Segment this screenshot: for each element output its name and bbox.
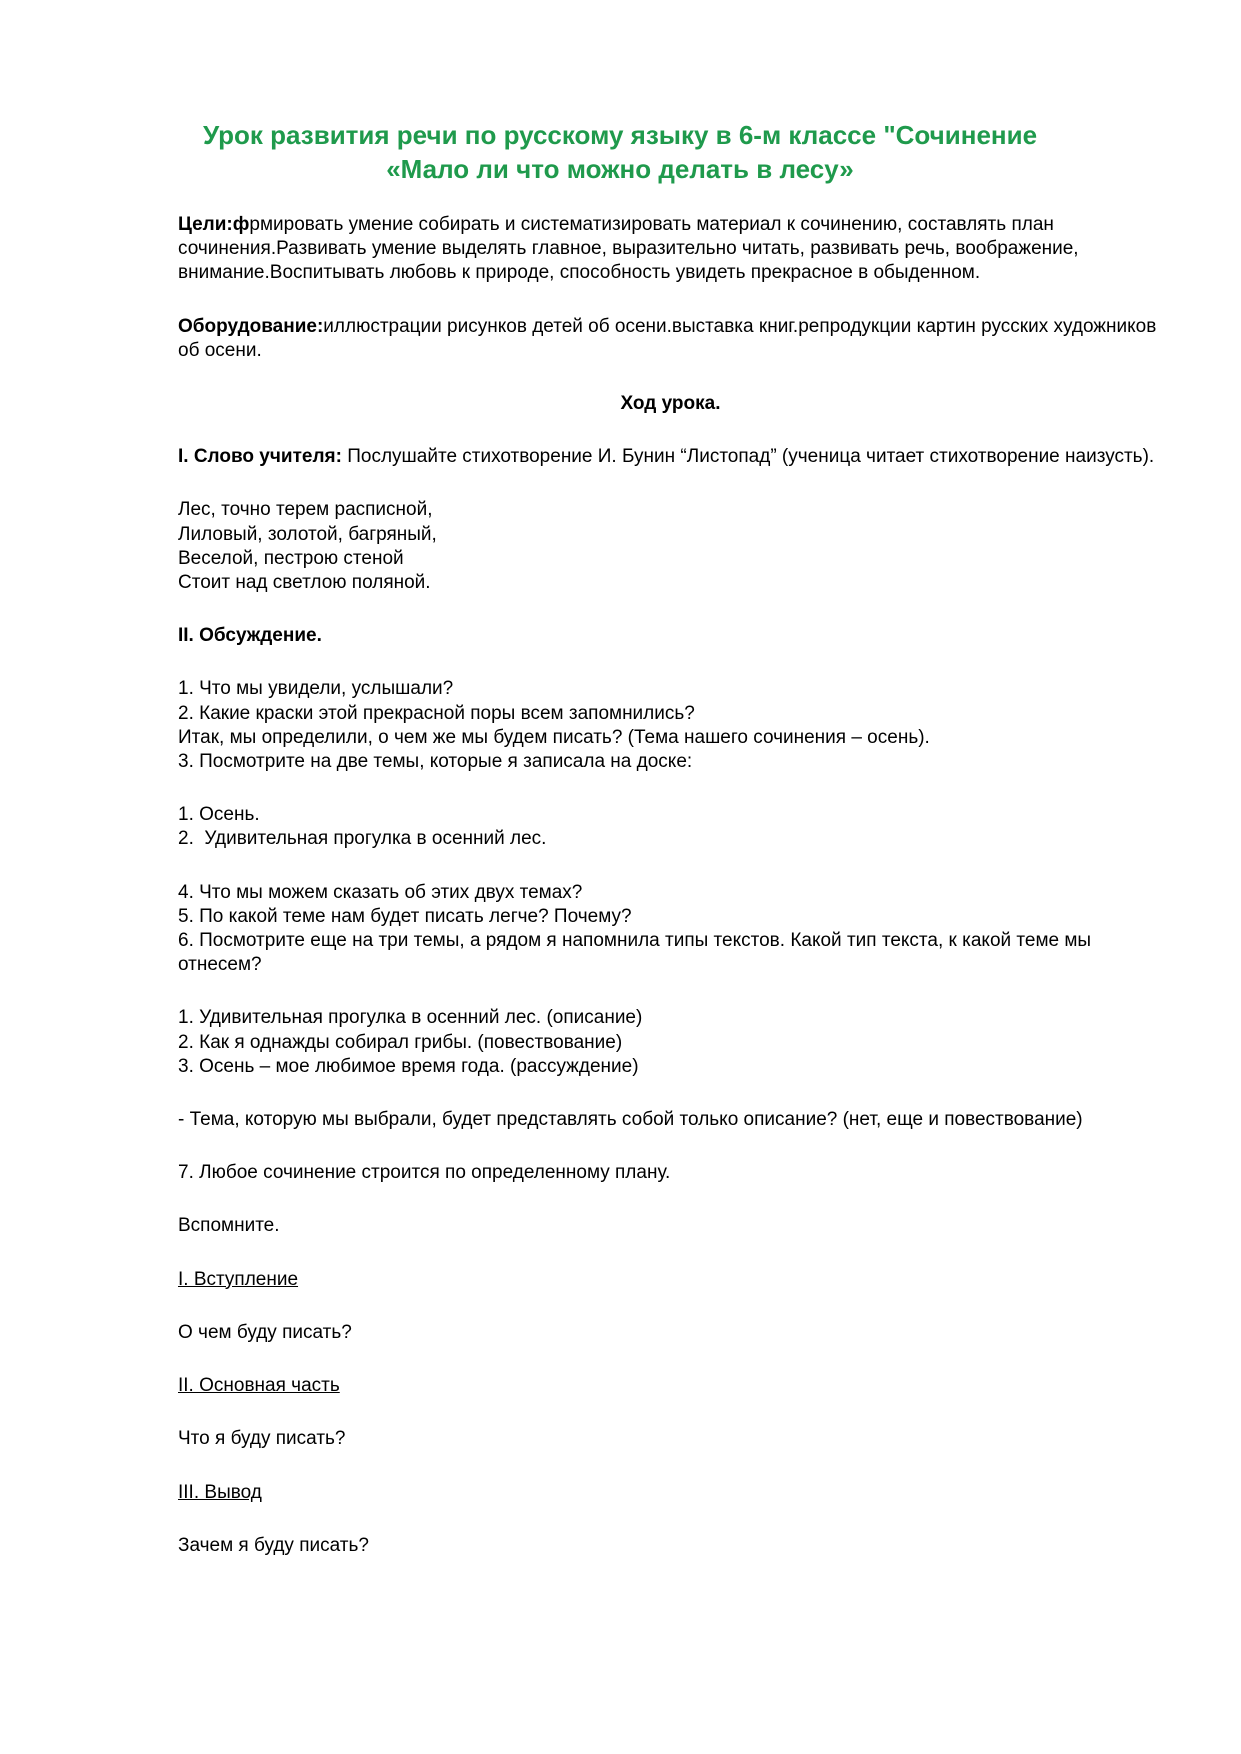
equipment-paragraph xyxy=(178,315,1163,363)
list-item: 1. Осень. xyxy=(178,804,260,826)
list-item: 6. Посмотрите еще на три темы, а рядом я напомнила типы текстов. Какой тип текста, к какой теме мы отнесем? xyxy=(178,930,1092,976)
equipment-label: Оборудование: xyxy=(178,315,324,337)
equipment-text: иллюстрации рисунков детей об осени.выставка книг.репродукции картин русских художников об осени. xyxy=(178,315,1157,361)
plan-question-intro: О чем буду писать? xyxy=(178,1321,352,1343)
plan-heading-conclusion: III. Вывод xyxy=(178,1481,262,1503)
document-title xyxy=(150,118,1090,186)
plan-intro: 7. Любое сочинение строится по определенному плану. xyxy=(178,1162,671,1184)
dash-question: - Тема, которую мы выбрали, будет представлять собой только описание? (нет, еще и повествование) xyxy=(178,1109,1083,1131)
section1-paragraph xyxy=(178,445,1163,469)
goals-label: Цели:ф xyxy=(178,214,250,235)
goals-paragraph xyxy=(178,213,1163,286)
two-topics-list xyxy=(178,803,1163,851)
list-item: 2. Как я однажды собирал грибы. (повествование) xyxy=(178,1031,623,1053)
poem xyxy=(178,498,1163,595)
plan-heading-intro: I. Вступление xyxy=(178,1268,299,1290)
goals-text: рмировать умение собирать и систематизировать материал к сочинению, составлять план сочинения.Развивать умение выделять главное, выразительно читать, развивать речь, воображение, внимание.Воспитывать любовь к природе, способность увидеть прекрасное в обыденном. xyxy=(178,214,1079,284)
list-item: 1. Удивительная прогулка в осенний лес. (описание) xyxy=(178,1007,643,1029)
plan-heading-main: II. Основная часть xyxy=(178,1375,340,1397)
list-item: 3. Осень – мое любимое время года. (рассуждение) xyxy=(178,1055,639,1077)
list-item: 3. Посмотрите на две темы, которые я записала на доске: xyxy=(178,751,693,773)
section1-text: Послушайте стихотворение И. Бунин “Листопад” (ученица читает стихотворение наизусть). xyxy=(341,446,1155,468)
list-item: 1. Что мы увидели, услышали? xyxy=(178,678,454,700)
three-topics-list xyxy=(178,1006,1163,1079)
section1-label: I. Слово учителя: xyxy=(178,446,342,468)
list-item: Итак, мы определили, о чем же мы будем писать? (Тема нашего сочинения – осень). xyxy=(178,726,930,748)
section2-heading: II. Обсуждение. xyxy=(178,625,322,647)
list-item: 4. Что мы можем сказать об этих двух темах? xyxy=(178,881,583,903)
poem-line: Лиловый, золотой, багряный, xyxy=(178,523,437,545)
title-line-1: Урок развития речи по русскому языку в 6-м классе "Сочинение xyxy=(202,120,1038,150)
discussion-list xyxy=(178,677,1163,774)
poem-line: Лес, точно терем расписной, xyxy=(178,499,433,521)
lesson-heading: Ход урока. xyxy=(620,393,721,415)
questions-list xyxy=(178,881,1163,978)
title-line-2: «Мало ли что можно делать в лесу» xyxy=(386,154,854,184)
list-item: 2. Удивительная прогулка в осенний лес. xyxy=(178,828,547,850)
list-item: 2. Какие краски этой прекрасной поры всем запомнились? xyxy=(178,702,695,724)
poem-line: Веселой, пестрою стеной xyxy=(178,547,404,569)
plan-question-main: Что я буду писать? xyxy=(178,1428,346,1450)
remember-text: Вспомните. xyxy=(178,1215,280,1237)
list-item: 5. По какой теме нам будет писать легче? Почему? xyxy=(178,905,632,927)
document-body xyxy=(178,213,1163,1558)
plan-question-conclusion: Зачем я буду писать? xyxy=(178,1534,369,1556)
poem-line: Стоит над светлою поляной. xyxy=(178,572,431,594)
